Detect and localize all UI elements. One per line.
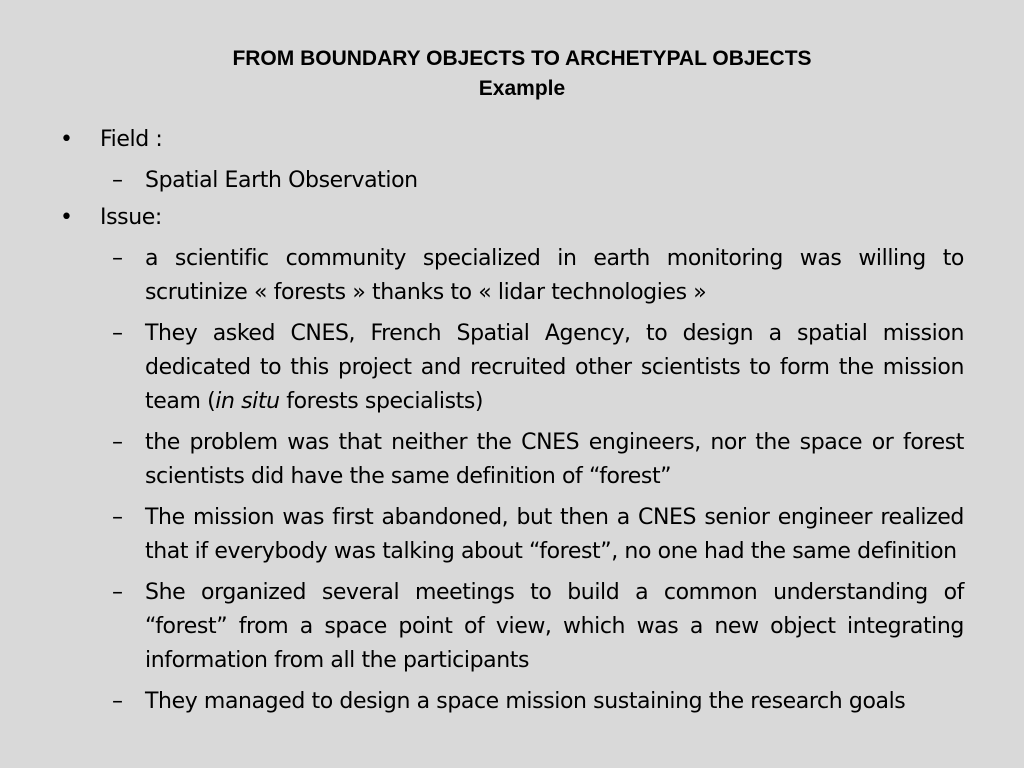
sub-marker: – <box>112 168 123 193</box>
sub-item-text: the problem was that neither the CNES engineers, nor the space or forest scientists did have the same definition of “forest” <box>145 430 964 489</box>
sub-item-text-part: forests specialists) <box>279 389 484 414</box>
sub-item-text: They managed to design a space mission sustaining the research goals <box>145 689 906 714</box>
bullet-field-label: Field : <box>100 127 163 152</box>
sub-item <box>112 501 964 569</box>
bullet-issue <box>60 201 964 235</box>
slide-subtitle: Example <box>478 77 566 100</box>
sub-marker: – <box>112 580 123 605</box>
title-block <box>0 44 1024 104</box>
sub-marker: – <box>112 321 123 346</box>
sub-marker: – <box>112 430 123 455</box>
sub-marker: – <box>112 246 123 271</box>
sub-item <box>112 426 964 494</box>
bullet-field <box>60 123 964 157</box>
sub-item <box>112 242 964 310</box>
bullet-marker: • <box>60 205 73 230</box>
sub-item-text: Spatial Earth Observation <box>145 168 418 193</box>
sub-item-text: The mission was first abandoned, but then a CNES senior engineer realized that if everybody was talking about “forest”, no one had the same definition <box>145 505 964 564</box>
sub-item-text: She organized several meetings to build a common understanding of “forest” from a space point of view, which was a new object integrating information from all the participants <box>145 580 964 673</box>
sub-item-text <box>145 317 964 419</box>
bullet-issue-label: Issue: <box>100 205 162 230</box>
sub-marker: – <box>112 689 123 714</box>
sub-item <box>112 685 964 719</box>
sub-item-text: a scientific community specialized in earth monitoring was willing to scrutinize « forests » thanks to « lidar technologies » <box>145 246 964 305</box>
sub-item <box>112 317 964 419</box>
sub-item-italic: in situ <box>215 389 280 414</box>
sub-item <box>112 576 964 678</box>
sub-item-text-part: They asked CNES, French Spatial Agency, to design a spatial mission dedicated to this project and recruited other scientists to form the mission team ( <box>145 321 964 414</box>
bullet-marker: • <box>60 127 73 152</box>
sub-marker: – <box>112 505 123 530</box>
slide-content <box>60 120 964 719</box>
slide-title: FROM BOUNDARY OBJECTS TO ARCHETYPAL OBJECTS <box>232 47 812 70</box>
sub-item <box>112 164 964 198</box>
